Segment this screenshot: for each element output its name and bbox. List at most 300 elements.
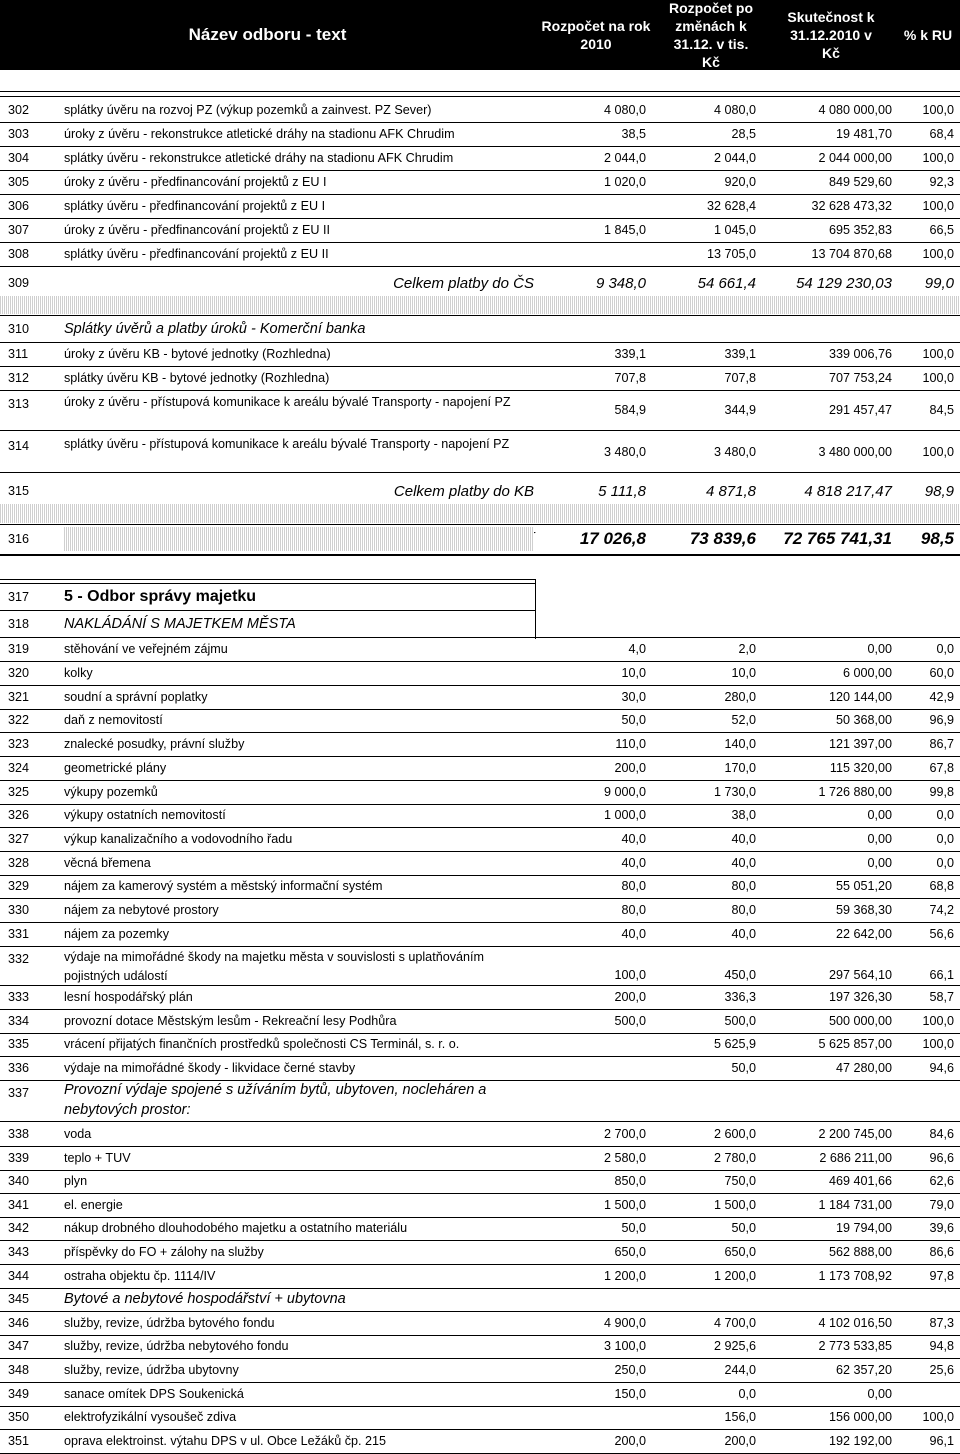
budget-value: 40,0: [621, 832, 646, 846]
table-row: [0, 946, 960, 984]
revised-budget-value: 344,9: [724, 403, 756, 417]
row-number: 309: [8, 276, 30, 290]
row-number: 327: [8, 832, 30, 846]
table-row: [0, 1170, 960, 1192]
row-description: voda: [64, 1127, 92, 1141]
revised-budget-value: 450,0: [724, 968, 756, 982]
budget-value: 9 348,0: [595, 274, 646, 292]
actual-value: 50 368,00: [835, 713, 892, 727]
actual-value: 156 000,00: [828, 1410, 892, 1424]
row-number: 302: [8, 103, 30, 117]
actual-value: 47 280,00: [835, 1061, 892, 1075]
table-row: [0, 781, 960, 803]
table-row: [0, 852, 960, 874]
row-number: 312: [8, 371, 30, 385]
actual-value: 339 006,76: [828, 347, 892, 361]
table-row: [0, 317, 960, 341]
budget-value: 17 026,8: [579, 529, 646, 548]
table-row: [0, 271, 960, 295]
table-row: [0, 1147, 960, 1169]
revised-budget-value: 2 044,0: [713, 151, 756, 165]
row-description: plyn: [64, 1174, 88, 1188]
budget-value: 40,0: [621, 927, 646, 941]
revised-budget-value: 2 925,6: [713, 1339, 756, 1353]
row-number: 333: [8, 990, 30, 1004]
budget-value: 10,0: [621, 666, 646, 680]
table-row: [0, 147, 960, 169]
actual-value: 55 051,20: [835, 879, 892, 893]
percent-value: 100,0: [922, 103, 954, 117]
actual-value: 115 320,00: [829, 761, 892, 775]
actual-value: 4 102 016,50: [818, 1316, 892, 1330]
actual-value: 192 192,00: [828, 1434, 892, 1448]
percent-value: 100,0: [922, 445, 954, 459]
row-description: úroky z úvěru - přístupová komunikace k areálu bývalé Transporty - napojení PZ: [64, 395, 511, 409]
table-row: [0, 171, 960, 193]
actual-value: 59 368,30: [835, 903, 892, 917]
row-number: 337: [8, 1086, 30, 1100]
revised-budget-value: 38,0: [731, 808, 756, 822]
table-row: [0, 1335, 960, 1357]
row-number: 308: [8, 247, 30, 261]
table-row: [0, 219, 960, 241]
budget-value: [536, 317, 646, 341]
percent-value: 67,8: [929, 761, 954, 775]
actual-value: 562 888,00: [828, 1245, 892, 1259]
column-header-budget: Rozpočet na rok 2010: [541, 18, 651, 52]
revised-budget-value: 2,0: [738, 642, 756, 656]
table-row: [0, 757, 960, 779]
actual-value: 2 200 745,00: [818, 1127, 892, 1141]
row-number: 313: [8, 397, 30, 411]
budget-value: [536, 195, 646, 217]
percent-value: [894, 612, 954, 636]
row-description: úroky z úvěru - předfinancování projektů z EU II: [64, 223, 330, 237]
revised-budget-value: 50,0: [731, 1221, 756, 1235]
actual-value: [758, 612, 892, 636]
revised-budget-value: 5 625,9: [713, 1037, 756, 1051]
actual-value: [758, 317, 892, 341]
percent-value: 100,0: [922, 199, 954, 213]
table-row: [0, 828, 960, 850]
revised-budget-value: 339,1: [724, 347, 756, 361]
row-description: ostraha objektu čp. 1114/IV: [64, 1269, 216, 1283]
budget-value: 1 845,0: [603, 223, 646, 237]
row-divider: [0, 1121, 960, 1122]
row-number: 339: [8, 1151, 30, 1165]
table-row: [0, 612, 960, 636]
percent-value: 86,7: [929, 737, 954, 751]
percent-value: 100,0: [922, 347, 954, 361]
column-divider: [535, 579, 536, 639]
percent-value: [894, 317, 954, 341]
percent-value: [894, 585, 954, 609]
revised-budget-value: 750,0: [724, 1174, 756, 1188]
percent-value: 98,9: [924, 482, 954, 500]
row-number: 344: [8, 1269, 30, 1283]
revised-budget-value: 170,0: [724, 761, 756, 775]
percent-value: 97,8: [929, 1269, 954, 1283]
row-number: 325: [8, 785, 30, 799]
revised-budget-value: 140,0: [724, 737, 756, 751]
revised-budget-value: 920,0: [724, 175, 756, 189]
actual-value: 469 401,66: [828, 1174, 892, 1188]
actual-value: 4 080 000,00: [818, 103, 892, 117]
percent-value: 86,6: [929, 1245, 954, 1259]
row-description: 5 - Odbor správy majetku: [64, 588, 257, 605]
table-row: [0, 123, 960, 145]
table-row: [0, 1123, 960, 1145]
table-row: [0, 662, 960, 684]
revised-budget-value: [648, 1080, 756, 1120]
budget-value: 3 100,0: [603, 1339, 646, 1353]
actual-value: 297 564,10: [828, 968, 892, 982]
row-description: výkup kanalizačního a vodovodního řadu: [64, 832, 293, 846]
budget-value: 110,0: [615, 737, 646, 751]
budget-value: 3 480,0: [603, 445, 646, 459]
percent-value: 100,0: [922, 1410, 954, 1424]
table-row: [0, 99, 960, 121]
row-number: 303: [8, 127, 30, 141]
table-row: [0, 1430, 960, 1452]
row-description: splátky úvěru KB - bytové jednotky (Rozhledna): [64, 371, 330, 385]
row-description: geometrické plány: [64, 761, 167, 775]
percent-value: 56,6: [929, 927, 954, 941]
row-number: 311: [8, 347, 29, 361]
row-number: 349: [8, 1387, 30, 1401]
revised-budget-value: 1 045,0: [713, 223, 756, 237]
revised-budget-value: 40,0: [731, 832, 756, 846]
row-number: 343: [8, 1245, 30, 1259]
row-description: výkupy ostatních nemovitostí: [64, 808, 226, 822]
table-row: [0, 195, 960, 217]
row-description: soudní a správní poplatky: [64, 690, 208, 704]
percent-value: 99,0: [924, 274, 954, 292]
percent-value: 94,8: [929, 1339, 954, 1353]
table-row: [0, 1312, 960, 1334]
row-description: služby, revize, údržba ubytovny: [64, 1363, 239, 1377]
revised-budget-value: [648, 612, 756, 636]
row-description: splátky úvěru - přístupová komunikace k areálu bývalé Transporty - napojení PZ: [64, 437, 510, 451]
budget-value: 4,0: [628, 642, 646, 656]
budget-value: 584,9: [614, 403, 646, 417]
row-description: výdaje na mimořádné škody na majetku města v souvislosti s uplatňováním pojistných událostí: [64, 950, 484, 983]
revised-budget-value: 244,0: [724, 1363, 756, 1377]
revised-budget-value: 0,0: [738, 1387, 756, 1401]
row-divider: [0, 96, 960, 97]
table-row: [0, 709, 960, 731]
separator-row: [0, 296, 960, 314]
row-number: 321: [8, 690, 30, 704]
budget-value: 2 044,0: [603, 151, 646, 165]
actual-value: 0,00: [867, 856, 892, 870]
row-description: oprava elektroinst. výtahu DPS v ul. Obce Ležáků čp. 215: [64, 1434, 387, 1448]
row-number: 324: [8, 761, 30, 775]
budget-value: 150,0: [614, 1387, 646, 1401]
budget-value: [536, 1033, 646, 1055]
row-description: znalecké posudky, právní služby: [64, 737, 245, 751]
actual-value: 291 457,47: [828, 403, 892, 417]
row-number: 350: [8, 1410, 30, 1424]
row-divider: [0, 555, 960, 556]
revised-budget-value: 80,0: [731, 879, 756, 893]
row-divider: [0, 91, 960, 92]
budget-value: 500,0: [614, 1014, 646, 1028]
row-divider: [0, 579, 536, 580]
revised-budget-value: 28,5: [731, 127, 756, 141]
actual-value: 0,00: [867, 808, 892, 822]
revised-budget-value: 2 600,0: [713, 1127, 756, 1141]
percent-value: 39,6: [929, 1221, 954, 1235]
budget-value: [536, 612, 646, 636]
row-description: NAKLÁDÁNÍ S MAJETKEM MĚSTA: [64, 616, 296, 632]
percent-value: 60,0: [929, 666, 954, 680]
row-description: vrácení přijatých finančních prostředků společnosti CS Terminál, s. r. o.: [64, 1037, 460, 1051]
actual-value: 19 481,70: [835, 127, 892, 141]
row-description: úroky z úvěru - rekonstrukce atletické dráhy na stadionu AFK Chrudim: [64, 127, 455, 141]
row-number: 316: [8, 532, 30, 546]
table-row: [0, 733, 960, 755]
row-number: 305: [8, 175, 30, 189]
budget-value: [536, 1288, 646, 1310]
percent-value: 100,0: [922, 1014, 954, 1028]
budget-value: 707,8: [614, 371, 646, 385]
row-number: 351: [8, 1434, 30, 1448]
budget-value: 5 111,8: [598, 482, 646, 500]
actual-value: 2 686 211,00: [819, 1151, 892, 1165]
actual-value: 32 628 473,32: [811, 199, 892, 213]
revised-budget-value: 156,0: [724, 1410, 756, 1424]
percent-value: 96,1: [929, 1434, 954, 1448]
percent-value: 25,6: [929, 1363, 954, 1377]
budget-value: 1 500,0: [603, 1198, 646, 1212]
budget-value: 4 900,0: [603, 1316, 646, 1330]
budget-value: 850,0: [614, 1174, 646, 1188]
revised-budget-value: 1 200,0: [713, 1269, 756, 1283]
revised-budget-value: 1 500,0: [713, 1198, 756, 1212]
row-divider: [0, 610, 536, 611]
actual-value: 120 144,00: [828, 690, 892, 704]
table-row: [0, 923, 960, 945]
actual-value: 2 773 533,85: [818, 1339, 892, 1353]
percent-value: 68,4: [929, 127, 954, 141]
row-divider: [0, 583, 536, 584]
revised-budget-value: 80,0: [731, 903, 756, 917]
row-number: 335: [8, 1037, 30, 1051]
budget-value: 200,0: [614, 990, 646, 1004]
table-row: [0, 479, 960, 503]
row-number: 331: [8, 927, 30, 941]
actual-value: 121 397,00: [828, 737, 892, 751]
percent-value: 87,3: [929, 1316, 954, 1330]
row-number: 318: [8, 617, 30, 631]
table-row: [0, 1033, 960, 1055]
column-header-name: Název odboru - text: [188, 25, 347, 44]
revised-budget-value: [648, 585, 756, 609]
budget-value: [536, 1406, 646, 1428]
table-row: [0, 1217, 960, 1239]
budget-value: 40,0: [621, 856, 646, 870]
row-description: Celkem platby do ČS: [393, 274, 534, 292]
actual-value: 1 173 708,92: [818, 1269, 892, 1283]
actual-value: 500 000,00: [828, 1014, 892, 1028]
row-description: věcná břemena: [64, 856, 151, 870]
budget-value: 38,5: [621, 127, 646, 141]
actual-value: 19 794,00: [835, 1221, 892, 1235]
budget-value: 1 020,0: [603, 175, 646, 189]
revised-budget-value: 40,0: [731, 856, 756, 870]
actual-value: 2 044 000,00: [818, 151, 892, 165]
table-row: [0, 638, 960, 660]
revised-budget-value: [648, 1288, 756, 1310]
row-description: Splátky úvěrů a platby úroků - Komerční banka: [64, 321, 366, 337]
row-description: výdaje na mimořádné škody - likvidace černé stavby: [64, 1061, 356, 1075]
row-description: sanace omítek DPS Soukenická: [64, 1387, 244, 1401]
actual-value: [758, 1080, 892, 1120]
revised-budget-value: 707,8: [724, 371, 756, 385]
actual-value: 5 625 857,00: [818, 1037, 892, 1051]
revised-budget-value: 54 661,4: [697, 274, 756, 292]
percent-value: 94,6: [929, 1061, 954, 1075]
actual-value: 22 642,00: [835, 927, 892, 941]
row-number: 330: [8, 903, 30, 917]
table-row: [0, 1057, 960, 1079]
revised-budget-value: 4 871,8: [705, 482, 756, 500]
percent-value: [894, 1288, 954, 1310]
budget-value: 9 000,0: [603, 785, 646, 799]
row-number: 340: [8, 1174, 30, 1188]
row-divider: [0, 524, 960, 525]
budget-value: 650,0: [614, 1245, 646, 1259]
row-number: 304: [8, 151, 30, 165]
percent-value: 66,5: [929, 223, 954, 237]
revised-budget-value: 3 480,0: [713, 445, 756, 459]
budget-value: 1 000,0: [603, 808, 646, 822]
actual-value: 0,00: [867, 1387, 892, 1401]
row-number: 320: [8, 666, 30, 680]
budget-value: 1 200,0: [603, 1269, 646, 1283]
row-divider: [0, 472, 960, 473]
budget-value: 100,0: [614, 968, 646, 982]
row-number: 332: [8, 952, 30, 966]
actual-value: 0,00: [867, 642, 892, 656]
row-number: 322: [8, 713, 30, 727]
percent-value: 99,8: [929, 785, 954, 799]
percent-value: 0,0: [936, 642, 954, 656]
revised-budget-value: 500,0: [724, 1014, 756, 1028]
actual-value: 1 726 880,00: [818, 785, 892, 799]
percent-value: 96,9: [929, 713, 954, 727]
percent-value: 74,2: [929, 903, 954, 917]
table-row: [0, 899, 960, 921]
row-description: úroky z úvěru KB - bytové jednotky (Rozhledna): [64, 347, 331, 361]
row-divider: [0, 266, 960, 267]
percent-value: 98,5: [920, 529, 954, 548]
actual-value: 695 352,83: [828, 223, 892, 237]
budget-value: 30,0: [621, 690, 646, 704]
actual-value: 6 000,00: [842, 666, 892, 680]
percent-value: 79,0: [929, 1198, 954, 1212]
row-description: lesní hospodářský plán: [64, 990, 193, 1004]
column-header-revised: Rozpočet po změnách k 31.12. v tis. Kč: [669, 0, 753, 70]
row-number: 334: [8, 1014, 30, 1028]
revised-budget-value: [648, 317, 756, 341]
row-number: 328: [8, 856, 30, 870]
revised-budget-value: 650,0: [724, 1245, 756, 1259]
row-description: teplo + TUV: [64, 1151, 131, 1165]
row-description: splátky úvěru na rozvoj PZ (výkup pozemků a zainvest. PZ Sever): [64, 103, 432, 117]
table-row: [0, 1406, 960, 1428]
row-description: nákup drobného dlouhodobého majetku a ostatního materiálu: [64, 1221, 408, 1235]
actual-value: 54 129 230,03: [796, 274, 892, 292]
row-number: 314: [8, 439, 30, 453]
row-number: 329: [8, 879, 30, 893]
revised-budget-value: 52,0: [731, 713, 756, 727]
row-number: 317: [8, 590, 30, 604]
budget-value: [536, 243, 646, 265]
row-number: 347: [8, 1339, 30, 1353]
budget-value: 80,0: [621, 879, 646, 893]
row-description: Celkem platby do KB: [393, 482, 534, 500]
row-description: daň z nemovitostí: [64, 713, 163, 727]
row-description: služby, revize, údržba nebytového fondu: [64, 1339, 289, 1353]
row-description: služby, revize, údržba bytového fondu: [64, 1316, 275, 1330]
percent-value: 58,7: [929, 990, 954, 1004]
table-row: [0, 343, 960, 365]
row-number: 336: [8, 1061, 30, 1075]
budget-value: 50,0: [621, 713, 646, 727]
row-number: 342: [8, 1221, 30, 1235]
percent-value: 0,0: [936, 856, 954, 870]
revised-budget-value: 4 080,0: [713, 103, 756, 117]
row-description: kolky: [64, 666, 93, 680]
table-row: [0, 1265, 960, 1287]
percent-value: 68,8: [929, 879, 954, 893]
row-number: 338: [8, 1127, 30, 1141]
row-number: 319: [8, 642, 30, 656]
budget-value: 4 080,0: [603, 103, 646, 117]
separator-row: [64, 527, 534, 551]
revised-budget-value: 32 628,4: [706, 199, 756, 213]
row-description: elektrofyzikální vysoušeč zdiva: [64, 1410, 237, 1424]
percent-value: 84,5: [929, 403, 954, 417]
table-row: [0, 1241, 960, 1263]
percent-value: 84,6: [929, 1127, 954, 1141]
percent-value: 66,1: [929, 968, 954, 982]
table-row: [0, 1080, 960, 1120]
actual-value: [758, 585, 892, 609]
row-number: 348: [8, 1363, 30, 1377]
row-description: splátky úvěru - předfinancování projektů z EU I: [64, 199, 326, 213]
budget-value: [536, 1057, 646, 1079]
row-description: nájem za nebytové prostory: [64, 903, 219, 917]
percent-value: 0,0: [936, 832, 954, 846]
percent-value: 100,0: [922, 1037, 954, 1051]
row-number: 307: [8, 223, 30, 237]
table-row: [0, 243, 960, 265]
table-row: [0, 367, 960, 389]
percent-value: [894, 1080, 954, 1120]
percent-value: 100,0: [922, 371, 954, 385]
row-divider: [0, 430, 960, 431]
percent-value: 0,0: [936, 808, 954, 822]
row-number: 306: [8, 199, 30, 213]
row-description: příspěvky do FO + zálohy na služby: [64, 1245, 264, 1259]
row-description: el. energie: [64, 1198, 123, 1212]
table-row: [0, 1010, 960, 1032]
percent-value: 100,0: [922, 247, 954, 261]
row-number: 345: [8, 1292, 30, 1306]
